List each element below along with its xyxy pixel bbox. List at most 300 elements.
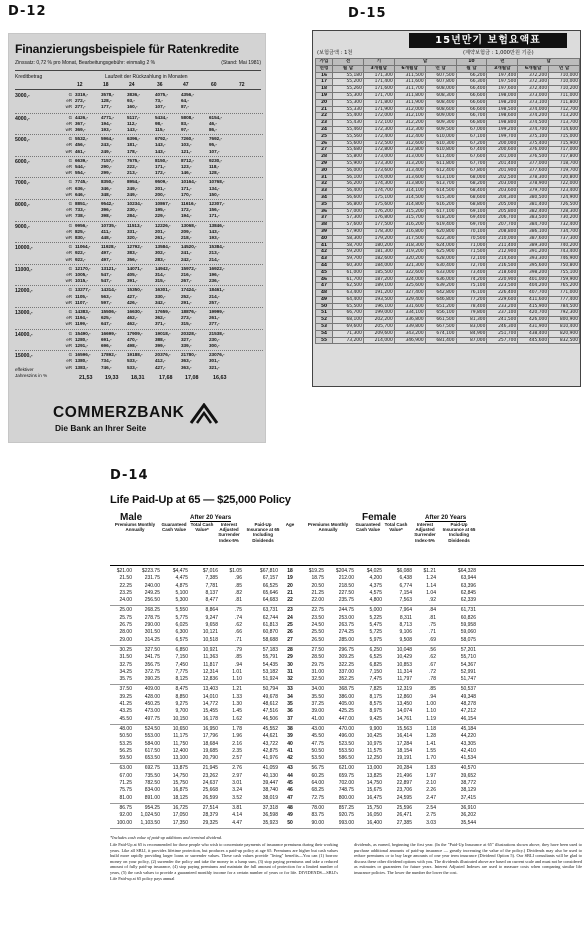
premium-cell: 175,100 <box>363 194 394 201</box>
unit-labels <box>63 223 72 242</box>
value-cell: 352.25 <box>338 676 354 683</box>
premium-cell: 199,700 <box>487 133 518 140</box>
loan-value: 6792,- <box>155 136 169 142</box>
premium-cell: 66,600 <box>456 92 487 99</box>
premium-cell: 55,400 <box>333 113 364 120</box>
value-cell: 2.10 <box>426 780 436 787</box>
row-group <box>110 646 584 685</box>
unit-label: G <box>68 114 72 120</box>
premium-cell: 723,400 <box>549 188 580 195</box>
premium-row <box>316 242 580 249</box>
loan-value: 5532,- <box>75 136 89 142</box>
value-cell: .96 <box>235 575 242 582</box>
premium-cell: 784,500 <box>549 303 580 310</box>
premium-cell: 318,300 <box>394 242 425 249</box>
premium-cell: 372,300 <box>518 79 549 86</box>
premium-cell: 313,200 <box>394 160 425 167</box>
premium-cell: 171,800 <box>363 99 394 106</box>
premium-cell: 176,200 <box>363 208 394 215</box>
value-cell: 285.00 <box>338 636 354 643</box>
loan-value: 301,- <box>209 358 220 364</box>
unit-label: G <box>68 352 72 358</box>
loan-amount: 8000,- <box>15 201 30 208</box>
premium-cell: 55,330 <box>333 106 364 113</box>
premium-cell: 792,300 <box>549 310 580 317</box>
loan-value: 97,- <box>181 127 189 132</box>
value-cell: 524.50 <box>144 725 160 732</box>
value-cell: 59,958 <box>460 622 476 629</box>
loan-value: 107,- <box>209 148 220 154</box>
premium-cell: 620,800 <box>425 228 456 235</box>
loan-value: 236,- <box>209 278 220 284</box>
korean-premium-table <box>312 30 581 387</box>
value-cell: 36,598 <box>262 812 278 819</box>
premium-cell: 609,000 <box>425 113 456 120</box>
value-cell: 50.50 <box>119 733 132 740</box>
value-cell: 16,875 <box>172 787 188 794</box>
loan-value: 107,- <box>155 104 166 110</box>
value-cell: 1.55 <box>426 747 436 754</box>
value-cell: 735.50 <box>144 772 160 779</box>
loan-cell <box>209 201 237 220</box>
loan-value: 533,- <box>127 358 138 364</box>
loan-cell <box>181 115 209 134</box>
value-cell: 702.00 <box>338 780 354 787</box>
value-cell: 10,048 <box>396 646 412 653</box>
loan-value: 327,- <box>181 336 192 342</box>
premium-cell: 674,100 <box>425 330 456 337</box>
value-cell: 23,706 <box>396 787 412 794</box>
unit-label: G <box>68 179 72 185</box>
column-header: Premiums Monthly Annually <box>307 522 349 533</box>
value-cell: 5,300 <box>175 597 188 604</box>
column-header: Age <box>285 522 295 527</box>
loan-value: 315,- <box>155 278 166 284</box>
value-cell: 22.75 <box>311 607 324 614</box>
premium-cell: 372,400 <box>518 86 549 93</box>
value-cell: 45,552 <box>262 725 278 732</box>
premium-row <box>316 154 580 161</box>
loan-value: 362,- <box>155 315 166 321</box>
premium-cell: 56,800 <box>333 201 364 208</box>
value-cell: 327.50 <box>144 646 160 653</box>
loan-value: 23076,- <box>209 352 225 358</box>
premium-cell: 311,500 <box>394 72 425 79</box>
premium-cell: 636,000 <box>425 276 456 283</box>
policy-row <box>110 716 584 723</box>
value-cell: 9,106 <box>399 629 412 636</box>
premium-cell: 710,000 <box>549 72 580 79</box>
loan-value: 214,- <box>209 256 220 262</box>
premium-row <box>316 276 580 283</box>
premium-cell: 55,300 <box>333 99 364 106</box>
premium-cell: 61,000 <box>333 269 364 276</box>
column-header: Paid-Up Insurance at 65 Including Dividends <box>442 522 476 543</box>
loan-value: 14383,- <box>75 308 91 314</box>
premium-cell: 66,600 <box>456 99 487 106</box>
value-cell: 37.25 <box>311 701 324 708</box>
value-cell: 5,100 <box>175 589 188 596</box>
age-cell: 50 <box>287 819 293 826</box>
value-cell: 65,646 <box>262 589 278 596</box>
value-cell: 18.75 <box>311 575 324 582</box>
loan-amount: 7000,- <box>15 180 30 187</box>
value-cell: 22,897 <box>396 780 412 787</box>
premium-cell: 311,800 <box>394 92 425 99</box>
value-cell: 497.75 <box>144 715 160 722</box>
loan-value: 1383,- <box>75 364 89 370</box>
row-group <box>110 764 584 803</box>
value-cell: 63,396 <box>460 582 476 589</box>
loan-value: 73,- <box>155 98 163 104</box>
loan-value: 746,- <box>101 364 112 370</box>
loan-value: 346,- <box>101 185 112 191</box>
loan-value: 143,- <box>209 228 220 234</box>
premium-cell: 205,700 <box>363 324 394 331</box>
value-cell: 1.28 <box>426 733 436 740</box>
premium-cell: 317,500 <box>394 235 425 242</box>
premium-cell: 172,000 <box>363 113 394 120</box>
loan-value: 18876,- <box>181 308 197 314</box>
value-cell: 4,800 <box>369 597 382 604</box>
value-cell: 1.62 <box>232 715 242 722</box>
premium-cell: 607,800 <box>425 79 456 86</box>
loan-value: 178,- <box>127 148 138 154</box>
insured-amount-note: (보험금액 : 1천 <box>317 50 353 56</box>
value-cell: 218.50 <box>338 582 354 589</box>
loan-cell <box>209 287 237 306</box>
value-cell: 428.00 <box>144 693 160 700</box>
value-cell: 231.75 <box>144 575 160 582</box>
loan-value: 241,- <box>181 250 192 256</box>
loan-value: 64,- <box>181 98 189 104</box>
unit-labels <box>63 158 72 177</box>
loan-cell <box>155 244 183 263</box>
premium-row <box>316 290 580 297</box>
premium-cell: 715,900 <box>549 140 580 147</box>
premium-cell: 55,180 <box>333 72 364 79</box>
loan-table <box>15 91 263 372</box>
premium-cell: 84,900 <box>456 330 487 337</box>
loan-value: 10768,- <box>209 179 225 185</box>
loan-cell <box>101 309 129 328</box>
premium-cell: 384,700 <box>518 222 549 229</box>
premium-cell: 720,800 <box>549 174 580 181</box>
premium-cell: 55,560 <box>333 133 364 140</box>
value-cell: 11,575 <box>367 747 382 754</box>
premium-row <box>316 126 580 133</box>
premium-cell: 415,900 <box>518 303 549 310</box>
loan-value: 497,- <box>101 250 112 256</box>
value-cell: 13,450 <box>396 701 412 708</box>
loan-value: 1280,- <box>75 336 89 342</box>
age-cell: 48 <box>287 804 293 811</box>
premium-cell: 374,500 <box>518 120 549 127</box>
loan-cell <box>75 287 103 306</box>
premium-cell: 615,300 <box>425 194 456 201</box>
age-cell: 39 <box>287 733 293 740</box>
loan-value: 331,- <box>127 228 138 234</box>
loan-value: 1380,- <box>75 358 89 364</box>
value-cell: 26,471 <box>396 812 412 819</box>
loan-value: 95,- <box>209 142 217 148</box>
value-cell: 56.75 <box>311 765 324 772</box>
policy-row <box>110 583 584 590</box>
value-cell: 29.75 <box>311 661 324 668</box>
value-cell: 14,750 <box>366 780 382 787</box>
premium-cell: 777,400 <box>549 296 580 303</box>
loan-value: 497,- <box>101 256 112 262</box>
value-cell: 4,375 <box>369 582 382 589</box>
premium-cell: 387,600 <box>518 235 549 242</box>
premium-cell: 334,100 <box>394 310 425 317</box>
premium-row <box>316 92 580 99</box>
premium-cell: 77,200 <box>456 296 487 303</box>
value-cell: 3.01 <box>232 780 242 787</box>
premium-cell: 68,800 <box>456 201 487 208</box>
value-cell: 356.75 <box>144 661 160 668</box>
value-cell: 496.00 <box>338 733 354 740</box>
value-cell: 274.25 <box>338 629 354 636</box>
premium-cell: 72,100 <box>456 256 487 263</box>
premium-cell: 722,000 <box>549 181 580 188</box>
unit-label: G <box>68 136 72 142</box>
value-cell: $19.25 <box>308 568 324 574</box>
loan-block <box>15 134 263 156</box>
premium-cell: 208,800 <box>487 228 518 235</box>
premium-cell: 726,500 <box>549 201 580 208</box>
value-cell: 372.75 <box>144 668 160 675</box>
premium-cell: 681,400 <box>425 337 456 344</box>
loan-cell <box>155 115 183 134</box>
premium-cell: 171,900 <box>363 106 394 113</box>
policy-row <box>110 805 584 812</box>
premium-cell: 214,000 <box>363 337 394 344</box>
premium-cell: 382,400 <box>518 208 549 215</box>
value-cell: 692.75 <box>144 765 160 772</box>
premium-row <box>316 269 580 276</box>
age-cell: 46 <box>287 787 293 794</box>
policy-row <box>110 773 584 780</box>
premium-cell: 172,300 <box>363 126 394 133</box>
age-cell: 38 <box>287 725 293 732</box>
loan-value: 257,- <box>209 299 220 305</box>
value-cell: 38,772 <box>460 780 476 787</box>
value-cell: 29.00 <box>119 636 132 643</box>
value-cell: 48.00 <box>119 725 132 732</box>
value-cell: 45.50 <box>119 715 132 722</box>
premium-cell: 321,300 <box>394 262 425 269</box>
value-cell: $6,088 <box>396 568 412 574</box>
premium-cell: 62,500 <box>333 283 364 290</box>
age-cell: 26 <box>316 140 333 147</box>
value-cell: 1.19 <box>426 715 436 722</box>
value-cell: 7,154 <box>399 589 412 596</box>
loan-value: 16922,- <box>209 265 225 271</box>
loan-cell <box>75 201 103 220</box>
loan-value: 12792,- <box>127 244 143 250</box>
unit-label: eR <box>66 120 72 126</box>
premium-cell: 198,000 <box>487 92 518 99</box>
loan-block <box>15 199 263 221</box>
premium-cell: 193,500 <box>363 296 394 303</box>
value-cell: $4,475 <box>172 568 188 574</box>
value-cell: 584.00 <box>144 740 160 747</box>
premium-cell: 173,000 <box>363 154 394 161</box>
loan-value: 738,- <box>75 213 86 219</box>
value-cell: 49,348 <box>460 693 476 700</box>
age-cell: 33 <box>316 188 333 195</box>
age-cell: 19 <box>316 92 333 99</box>
loan-value: 733,- <box>75 207 86 213</box>
age-cell: 45 <box>287 780 293 787</box>
policy-row <box>110 741 584 748</box>
loan-value: 17909,- <box>127 330 143 336</box>
value-cell: 9,247 <box>205 614 218 621</box>
premium-cell: 393,300 <box>518 256 549 263</box>
age-cell: 21 <box>316 106 333 113</box>
premium-row <box>316 174 580 181</box>
premium-cell: 389,300 <box>518 242 549 249</box>
premium-cell: 66,300 <box>456 79 487 86</box>
group-header: 기 <box>363 59 394 66</box>
value-cell: 553.50 <box>338 747 354 754</box>
premium-cell: 651,200 <box>425 303 456 310</box>
value-cell: 4,575 <box>369 589 382 596</box>
premium-cell: 755,100 <box>549 269 580 276</box>
premium-cell: 71,500 <box>456 249 487 256</box>
age-cell: 43 <box>287 765 293 772</box>
divider <box>15 70 261 71</box>
value-cell: 7,775 <box>175 668 188 675</box>
loan-value: 1005,- <box>75 271 89 277</box>
loan-cell <box>155 179 183 198</box>
premium-cell: 57,900 <box>333 228 364 235</box>
premium-cell: 608,000 <box>425 86 456 93</box>
age-cell: 42 <box>316 249 333 256</box>
value-cell: 954.25 <box>144 804 160 811</box>
value-cell: 7,825 <box>369 686 382 693</box>
premium-cell: 233,200 <box>487 303 518 310</box>
loan-cell <box>75 92 103 111</box>
value-cell: 48,612 <box>262 701 278 708</box>
value-cell: 8,137 <box>205 589 218 596</box>
value-cell: 43.00 <box>311 725 324 732</box>
value-cell: 32.50 <box>311 676 324 683</box>
value-cell: 10,975 <box>366 740 382 747</box>
value-cell: 59.50 <box>119 755 132 762</box>
premium-cell: 69,100 <box>456 208 487 215</box>
value-cell: 54,435 <box>262 661 278 668</box>
premium-cell: 820,900 <box>549 330 580 337</box>
premium-cell: 314,500 <box>394 194 425 201</box>
premium-cell: 713,200 <box>549 113 580 120</box>
loan-value: 14314,- <box>101 287 117 293</box>
loan-value: 181,- <box>127 142 138 148</box>
age-cell: 28 <box>316 154 333 161</box>
value-cell: 15,455 <box>202 708 218 715</box>
divider <box>15 89 261 90</box>
premium-cell: 610,000 <box>425 133 456 140</box>
loan-cell <box>75 115 103 134</box>
value-cell: 45,184 <box>460 725 476 732</box>
premium-cell: 625,900 <box>425 249 456 256</box>
loan-cell <box>127 309 155 328</box>
unit-labels <box>63 92 72 111</box>
loan-value: 272,- <box>75 98 86 104</box>
value-cell: 42,875 <box>262 747 278 754</box>
premium-cell: 73,400 <box>456 269 487 276</box>
loan-value: 9956,- <box>75 222 89 228</box>
value-cell: 553.00 <box>144 733 160 740</box>
premium-cell: 431,900 <box>518 324 549 331</box>
policy-row <box>110 607 584 614</box>
loan-value: 123,- <box>181 163 192 169</box>
value-cell: 15,750 <box>172 780 188 787</box>
loan-cell <box>101 136 129 155</box>
commerzbank-logo <box>53 404 233 438</box>
premium-cell: 622,300 <box>425 235 456 242</box>
value-cell: 7,150 <box>175 654 188 661</box>
premium-cell: 374,000 <box>518 106 549 113</box>
value-cell: 13,875 <box>172 765 188 772</box>
unit-label: wR <box>65 170 72 176</box>
loan-value: 13068,- <box>181 222 197 228</box>
premium-cell: 314,100 <box>394 188 425 195</box>
sub-header-row <box>316 65 580 72</box>
premium-cell: 66,700 <box>456 113 487 120</box>
age-cell: 24 <box>287 614 293 621</box>
loan-cell <box>101 201 129 220</box>
value-cell: 7,475 <box>369 676 382 683</box>
loan-value: 121,- <box>181 148 192 154</box>
loan-value: 315,- <box>181 321 192 327</box>
premium-cell: 70,100 <box>456 228 487 235</box>
loan-value: 86,- <box>209 127 217 132</box>
brand-slogan: Die Bank an Ihrer Seite <box>55 423 147 433</box>
loan-cell <box>209 158 237 177</box>
loan-value: 547,- <box>101 271 112 277</box>
value-cell: 25,668 <box>202 787 218 794</box>
age-cell: 23 <box>287 607 293 614</box>
premium-cell: 246,300 <box>487 324 518 331</box>
loan-value: 367,- <box>75 120 86 126</box>
loan-value: 261,- <box>155 234 166 240</box>
loan-value: 448,- <box>101 234 112 240</box>
age-cell: 25 <box>316 133 333 140</box>
loan-cell <box>155 287 183 306</box>
loan-value: 128,- <box>101 98 112 104</box>
value-cell: 35.75 <box>119 676 132 683</box>
loan-value: 533,- <box>127 364 138 370</box>
loan-value: 9230,- <box>209 157 223 163</box>
loan-value: 3319,- <box>75 92 89 97</box>
loan-value: 554,- <box>75 170 86 176</box>
value-cell: 13,403 <box>202 686 218 693</box>
value-cell: 17,284 <box>396 740 412 747</box>
premium-cell: 715,000 <box>549 133 580 140</box>
month-label: 36 <box>157 82 163 88</box>
premium-cell: 67,800 <box>456 167 487 174</box>
value-cell: 25,596 <box>396 804 412 811</box>
value-cell: 48,278 <box>460 701 476 708</box>
age-cell: 45 <box>316 269 333 276</box>
premium-cell: 67,400 <box>456 147 487 154</box>
loan-value: 396,- <box>101 207 112 213</box>
value-cell: 63,731 <box>262 607 278 614</box>
value-cell: .85 <box>429 686 436 693</box>
value-cell: .71 <box>429 629 436 636</box>
